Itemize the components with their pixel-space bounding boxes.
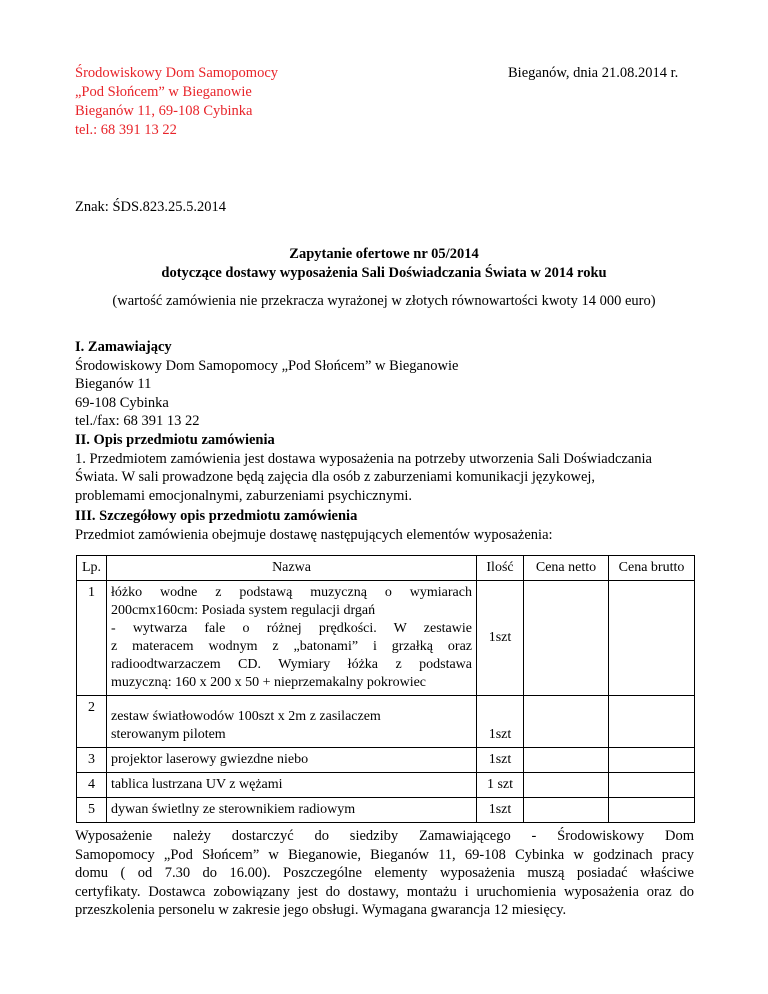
cell-net-price — [524, 773, 609, 798]
cell-lp: 5 — [77, 798, 107, 823]
cell-gross-price — [609, 773, 695, 798]
cell-gross-price — [609, 798, 695, 823]
sender-address — [75, 64, 278, 140]
section-heading: I. Zamawiający — [75, 339, 172, 355]
cell-net-price — [524, 748, 609, 773]
table-row — [77, 773, 695, 798]
section-line: 1. Przedmiotem zamówienia jest dostawa wyposażenia na potrzeby utworzenia Sali Doświadczania — [75, 450, 652, 467]
table-header-row — [77, 556, 695, 581]
cell-net-price — [524, 696, 609, 748]
header-gross-price: Cena brutto — [609, 556, 695, 581]
name-line: łóżko wodne z podstawą muzyczną o wymiarach — [111, 585, 472, 600]
sender-name-2: „Pod Słońcem” w Bieganowie — [75, 84, 252, 100]
name-line: 200cmx160cm: Posiada system regulacji drgań — [111, 603, 376, 618]
document-date: Bieganów, dnia 21.08.2014 r. — [508, 65, 679, 81]
section-line: Bieganów 11 — [75, 376, 152, 392]
header-name: Nazwa — [107, 556, 477, 581]
document-title — [0, 245, 768, 283]
table-row — [77, 798, 695, 823]
cell-name — [107, 581, 477, 696]
cell-qty: 1szt — [477, 696, 524, 748]
table-row — [77, 696, 695, 748]
name-line: muzyczną: 160 x 200 x 50 + nieprzemakalny pokrowiec — [111, 675, 427, 690]
section-line: tel./fax: 68 391 13 22 — [75, 413, 200, 429]
cell-gross-price — [609, 748, 695, 773]
cell-net-price — [524, 581, 609, 696]
terms-line: domu ( od 7.30 do 16.00). Poszczególne elementy wyposażenia muszą posiadać właściwe — [75, 865, 694, 881]
cell-net-price — [524, 798, 609, 823]
terms-line: certyfikaty. Dostawca zobowiązany jest do dostawy, montażu i uruchomienia wyposażenia oraz do — [75, 883, 694, 900]
cell-name: projektor laserowy gwiezdne niebo — [107, 748, 477, 773]
sender-phone: tel.: 68 391 13 22 — [75, 122, 177, 138]
name-line: radioodtwarzaczem CD. Wymiary łóżka z podstawa — [111, 657, 472, 672]
table-row — [77, 748, 695, 773]
cell-gross-price — [609, 696, 695, 748]
cell-qty: 1szt — [477, 748, 524, 773]
cell-lp: 3 — [77, 748, 107, 773]
cell-qty: 1 szt — [477, 773, 524, 798]
value-note: (wartość zamówienia nie przekracza wyrażonej w złotych równowartości kwoty 14 000 euro) — [112, 293, 656, 309]
terms-line: przeszkolenia personelu w zakresie jego obsługi. Wymagana gwarancja 12 miesięcy. — [75, 902, 567, 918]
cell-name: dywan świetlny ze sterownikiem radiowym — [107, 798, 477, 823]
terms-line: Samopomocy „Pod Słońcem” w Bieganowie, Bieganów 11, 69-108 Cybinka w godzinach pracy — [75, 846, 694, 863]
cell-gross-price — [609, 581, 695, 696]
section-intro: Przedmiot zamówienia obejmuje dostawę następujących elementów wyposażenia: — [75, 526, 553, 543]
section-line: Świata. W sali prowadzone będą zajęcia dla osób z zaburzeniami komunikacji językowej, — [75, 469, 596, 485]
items-table — [76, 555, 695, 823]
sender-street: Bieganów 11, 69-108 Cybinka — [75, 103, 253, 119]
section-heading: II. Opis przedmiotu zamówienia — [75, 432, 275, 448]
sender-name: Środowiskowy Dom Samopomocy — [75, 65, 278, 81]
reference-sign: Znak: ŚDS.823.25.5.2014 — [75, 199, 227, 215]
header-lp: Lp. — [77, 556, 107, 581]
header-qty: Ilość — [477, 556, 524, 581]
table-row — [77, 581, 695, 696]
section-detailed-description — [75, 507, 695, 544]
section-line: problemami emocjonalnymi, zaburzeniami psychicznymi. — [75, 487, 413, 504]
section-line: Środowiskowy Dom Samopomocy „Pod Słońcem” w Bieganowie — [75, 357, 459, 374]
cell-qty: 1szt — [477, 581, 524, 696]
cell-qty: 1szt — [477, 798, 524, 823]
section-order-description — [75, 431, 695, 505]
section-heading: III. Szczegółowy opis przedmiotu zamówienia — [75, 508, 358, 524]
name-line: - wytwarza fale o różnej prędkości. W zestawie — [111, 621, 472, 636]
terms-line: Wyposażenie należy dostarczyć do siedziby Zamawiającego - Środowiskowy Dom — [75, 828, 694, 844]
section-contracting-party — [75, 338, 695, 431]
delivery-terms — [75, 827, 694, 920]
header-net-price: Cena netto — [524, 556, 609, 581]
cell-name: tablica lustrzana UV z wężami — [107, 773, 477, 798]
section-line: 69-108 Cybinka — [75, 394, 169, 411]
cell-lp: 1 — [77, 581, 107, 696]
name-line: z materacem wodnym z „batonami” i grzałką oraz — [111, 639, 472, 654]
title-line-1: Zapytanie ofertowe nr 05/2014 — [289, 246, 479, 262]
name-line: sterowanym pilotem — [111, 727, 226, 742]
name-line: zestaw światłowodów 100szt x 2m z zasilaczem — [111, 709, 381, 724]
title-line-2: dotyczące dostawy wyposażenia Sali Doświadczania Świata w 2014 roku — [161, 265, 607, 281]
cell-lp: 2 — [77, 696, 107, 748]
cell-lp: 4 — [77, 773, 107, 798]
cell-name — [107, 696, 477, 748]
